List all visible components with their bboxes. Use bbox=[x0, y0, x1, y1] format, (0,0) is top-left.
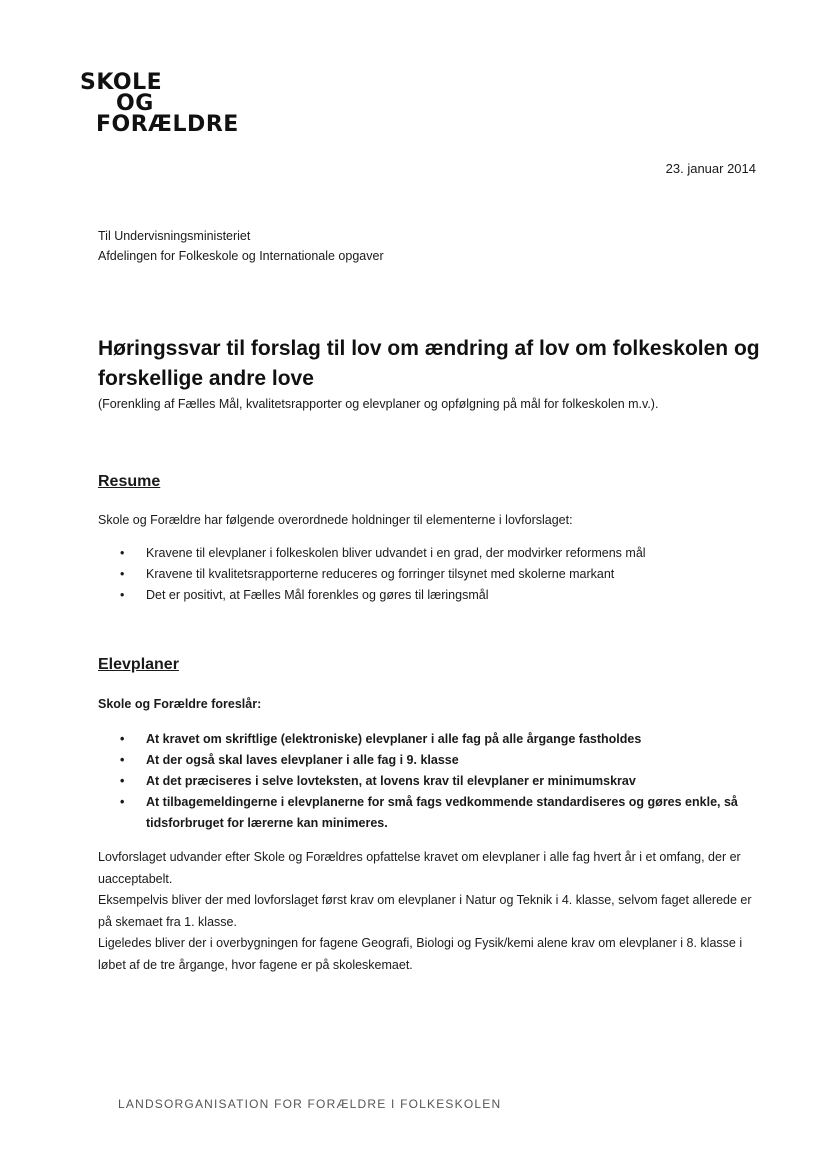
elevplaner-list bbox=[98, 729, 758, 834]
logo-line-2: OG bbox=[116, 91, 154, 116]
logo-line-1: SKOLE bbox=[80, 70, 163, 95]
list-item: • Kravene til elevplaner i folkeskolen bliver udvandet i en grad, der modvirker reformens mål bbox=[98, 543, 758, 564]
resume-list bbox=[98, 543, 758, 606]
resume-intro: Skole og Forældre har følgende overordnede holdninger til elementerne i lovforslaget: bbox=[98, 513, 573, 527]
list-item: • At der også skal laves elevplaner i alle fag i 9. klasse bbox=[98, 750, 758, 771]
list-item: • Kravene til kvalitetsrapporterne reduceres og forringer tilsynet med skolerne markant bbox=[98, 564, 758, 585]
recipient-line-2: Afdelingen for Folkeskole og Internationale opgaver bbox=[98, 249, 384, 263]
section-heading-elevplaner: Elevplaner bbox=[98, 656, 179, 673]
elevplaner-intro: Skole og Forældre foreslår: bbox=[98, 697, 262, 711]
recipient-block bbox=[98, 226, 384, 266]
paragraph: Lovforslaget udvander efter Skole og Forældres opfattelse kravet om elevplaner i alle fag hvert år i et omfang, der er uacceptabelt. bbox=[98, 850, 741, 886]
list-item: • At tilbagemeldingerne i elevplanerne for små fags vedkommende standardiseres og gøres enkle, så tidsforbruget for lærerne kan minimeres. bbox=[98, 792, 758, 834]
section-heading-resume: Resume bbox=[98, 473, 161, 490]
document-title: Høringssvar til forslag til lov om ændring af lov om folkeskolen og forskellige andre love bbox=[98, 337, 760, 390]
paragraph: Ligeledes bliver der i overbygningen for fagene Geografi, Biologi og Fysik/kemi alene krav om elevplaner i 8. klasse i løbet af de tre årgange, hvor fagene er på skoleskemaet. bbox=[98, 936, 743, 972]
footer-organisation: LANDSORGANISATION FOR FORÆLDRE I FOLKESKOLEN bbox=[118, 1097, 502, 1111]
paragraph: Eksempelvis bliver der med lovforslaget først krav om elevplaner i Natur og Teknik i 4. klasse, selvom faget allerede er på skemaet fra 1. klasse. bbox=[98, 893, 752, 929]
list-item: • At kravet om skriftlige (elektroniske) elevplaner i alle fag på alle årgange fastholdes bbox=[98, 729, 758, 750]
document-subtitle: (Forenkling af Fælles Mål, kvalitetsrapporter og elevplaner og opfølgning på mål for folkeskolen m.v.). bbox=[98, 397, 659, 411]
list-item: • At det præciseres i selve lovteksten, at lovens krav til elevplaner er minimumskrav bbox=[98, 771, 758, 792]
logo bbox=[80, 72, 239, 135]
letter-date: 23. januar 2014 bbox=[665, 161, 756, 176]
logo-line-3: FORÆLDRE bbox=[96, 112, 239, 137]
elevplaner-body bbox=[98, 847, 758, 976]
recipient-line-1: Til Undervisningsministeriet bbox=[98, 229, 251, 243]
list-item: • Det er positivt, at Fælles Mål forenkles og gøres til læringsmål bbox=[98, 585, 758, 606]
